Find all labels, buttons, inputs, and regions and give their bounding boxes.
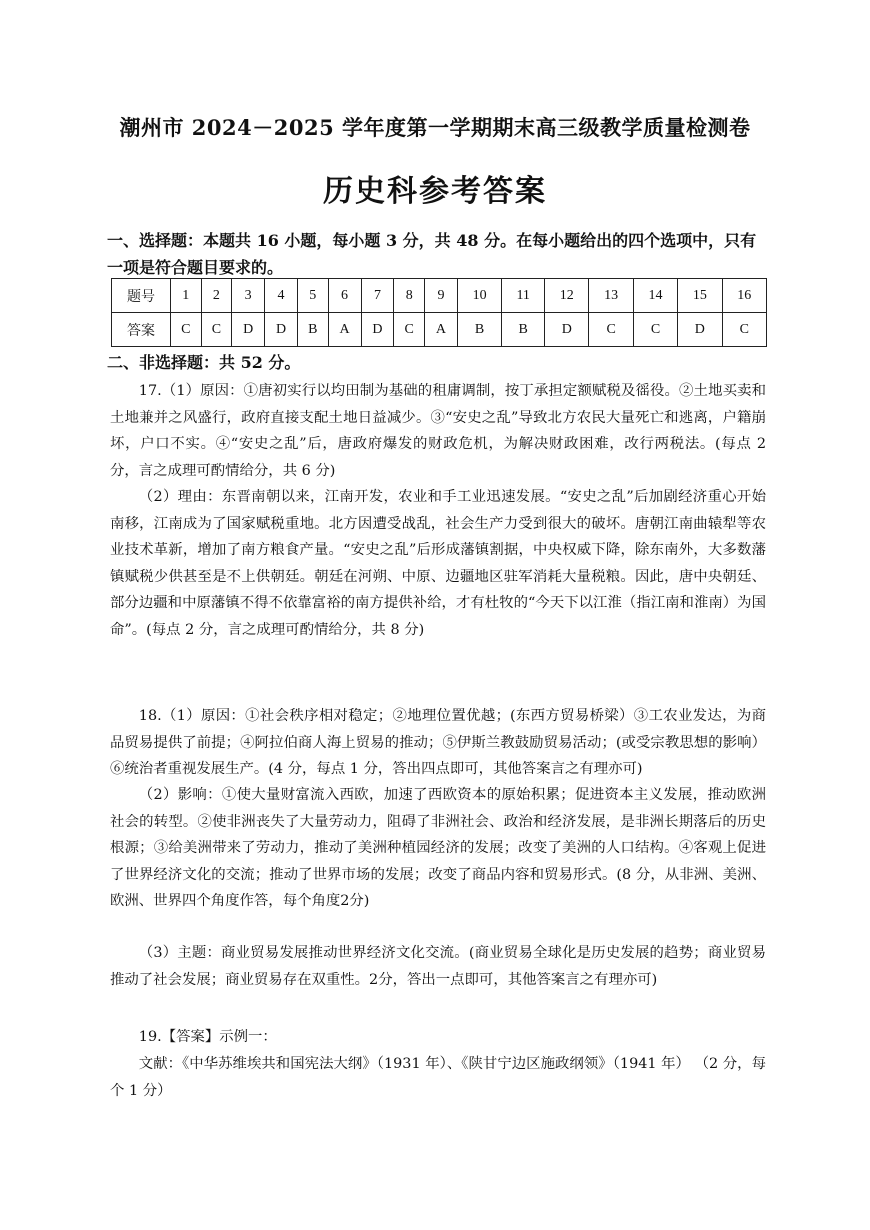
- answer-cell: C: [589, 313, 633, 347]
- question-number: 6: [328, 279, 361, 313]
- answer-17-part2: （2）理由：东晋南朝以来，江南开发，农业和手工业迅速发展。“安史之乱”后加剧经济重心开始南移，江南成为了国家赋税重地。北方因遭受战乱，社会生产力受到很大的破坏。唐朝江南曲辕犁等农业技术革新，增加了南方粮食产量。“安史之乱”后形成藩镇割据，中央权威下降，除东南外，大多数藩镇赋税少供甚至是不上供朝廷。朝廷在河朔、中原、边疆地区驻军消耗大量税粮。因此，唐中央朝廷、部分边疆和中原藩镇不得不依靠富裕的南方提供补给，才有杜牧的“今天下以江淮（指江南和淮南）为国命”。(每点 2 分，言之成理可酌情给分，共 8 分): [110, 489, 766, 638]
- answer-cell: A: [425, 313, 458, 347]
- question-number: 1: [171, 279, 202, 313]
- answer-cell: C: [201, 313, 232, 347]
- question-number: 13: [589, 279, 633, 313]
- question-number: 3: [232, 279, 265, 313]
- answer-19-heading: 19.【答案】示例一：: [138, 1029, 277, 1045]
- answer-cell: B: [457, 313, 501, 347]
- section1-heading: 一、选择题：本题共 16 小题，每小题 3 分，共 48 分。在每小题给出的四个选项中，只有一项是符合题目要求的。: [107, 231, 757, 277]
- answer-18-part3: （3）主题：商业贸易发展推动世界经济文化交流。(商业贸易全球化是历史发展的趋势；商业贸易推动了社会发展；商业贸易存在双重性。2分，答出一点即可，其他答案言之有理亦可): [110, 945, 766, 988]
- answer-cell: C: [633, 313, 677, 347]
- answer-cell: A: [328, 313, 361, 347]
- section2-heading: 二、非选择题：共 52 分。: [107, 353, 301, 372]
- row-label-answer: 答案: [112, 313, 171, 347]
- answer-19-documents: 文献：《中华苏维埃共和国宪法大纲》（1931 年）、《陕甘宁边区施政纲领》（1941 年） （2 分，每个 1 分）: [110, 1056, 766, 1099]
- question-number: 11: [502, 279, 545, 313]
- question-number: 2: [201, 279, 232, 313]
- answer-cell: D: [265, 313, 298, 347]
- answer-17-part1: 17.（1）原因：①唐初实行以均田制为基础的租庸调制，按丁承担定额赋税及徭役。②土地买卖和土地兼并之风盛行，政府直接支配土地日益减少。③“安史之乱”导致北方农民大量死亡和逃离，户籍崩坏，户口不实。④“安史之乱”后，唐政府爆发的财政危机，为解决财政困难，改行两税法。(每点 2 分，言之成理可酌情给分，共 6 分): [110, 383, 766, 479]
- question-number: 9: [425, 279, 458, 313]
- question-number: 10: [457, 279, 501, 313]
- question-number: 5: [298, 279, 329, 313]
- question-number: 16: [722, 279, 766, 313]
- question-number: 14: [633, 279, 677, 313]
- answer-table-number-row: [112, 279, 767, 313]
- answer-table: [111, 278, 767, 347]
- answer-cell: C: [394, 313, 425, 347]
- answer-cell: D: [361, 313, 394, 347]
- question-number: 7: [361, 279, 394, 313]
- answer-cell: D: [232, 313, 265, 347]
- answer-cell: D: [545, 313, 589, 347]
- answer-cell: B: [298, 313, 329, 347]
- answer-cell: D: [678, 313, 722, 347]
- row-label-number: 题号: [112, 279, 171, 313]
- question-number: 4: [265, 279, 298, 313]
- answer-table-answer-row: [112, 313, 767, 347]
- answer-cell: B: [502, 313, 545, 347]
- question-number: 15: [678, 279, 722, 313]
- document-subtitle: 历史科参考答案: [323, 174, 547, 209]
- answer-cell: C: [722, 313, 766, 347]
- question-number: 12: [545, 279, 589, 313]
- answer-18-part1: 18.（1）原因：①社会秩序相对稳定；②地理位置优越；(东西方贸易桥梁）③工农业发达，为商品贸易提供了前提；④阿拉伯商人海上贸易的推动；⑤伊斯兰教鼓励贸易活动；(或受宗教思想的影响）⑥统治者重视发展生产。(4 分，每点 1 分，答出四点即可，其他答案言之有理亦可): [110, 708, 766, 777]
- answer-cell: C: [171, 313, 202, 347]
- question-number: 8: [394, 279, 425, 313]
- document-title: 潮州市 2024－2025 学年度第一学期期末高三级教学质量检测卷: [119, 115, 751, 140]
- answer-18-part2: （2）影响：①使大量财富流入西欧，加速了西欧资本的原始积累；促进资本主义发展，推动欧洲社会的转型。②使非洲丧失了大量劳动力，阻碍了非洲社会、政治和经济发展，是非洲长期落后的历史根源；③给美洲带来了劳动力，推动了美洲种植园经济的发展；改变了美洲的人口结构。④客观上促进了世界经济文化的交流；推动了世界市场的发展；改变了商品内容和贸易形式。(8 分，从非洲、美洲、欧洲、世界四个角度作答，每个角度2分): [110, 787, 766, 909]
